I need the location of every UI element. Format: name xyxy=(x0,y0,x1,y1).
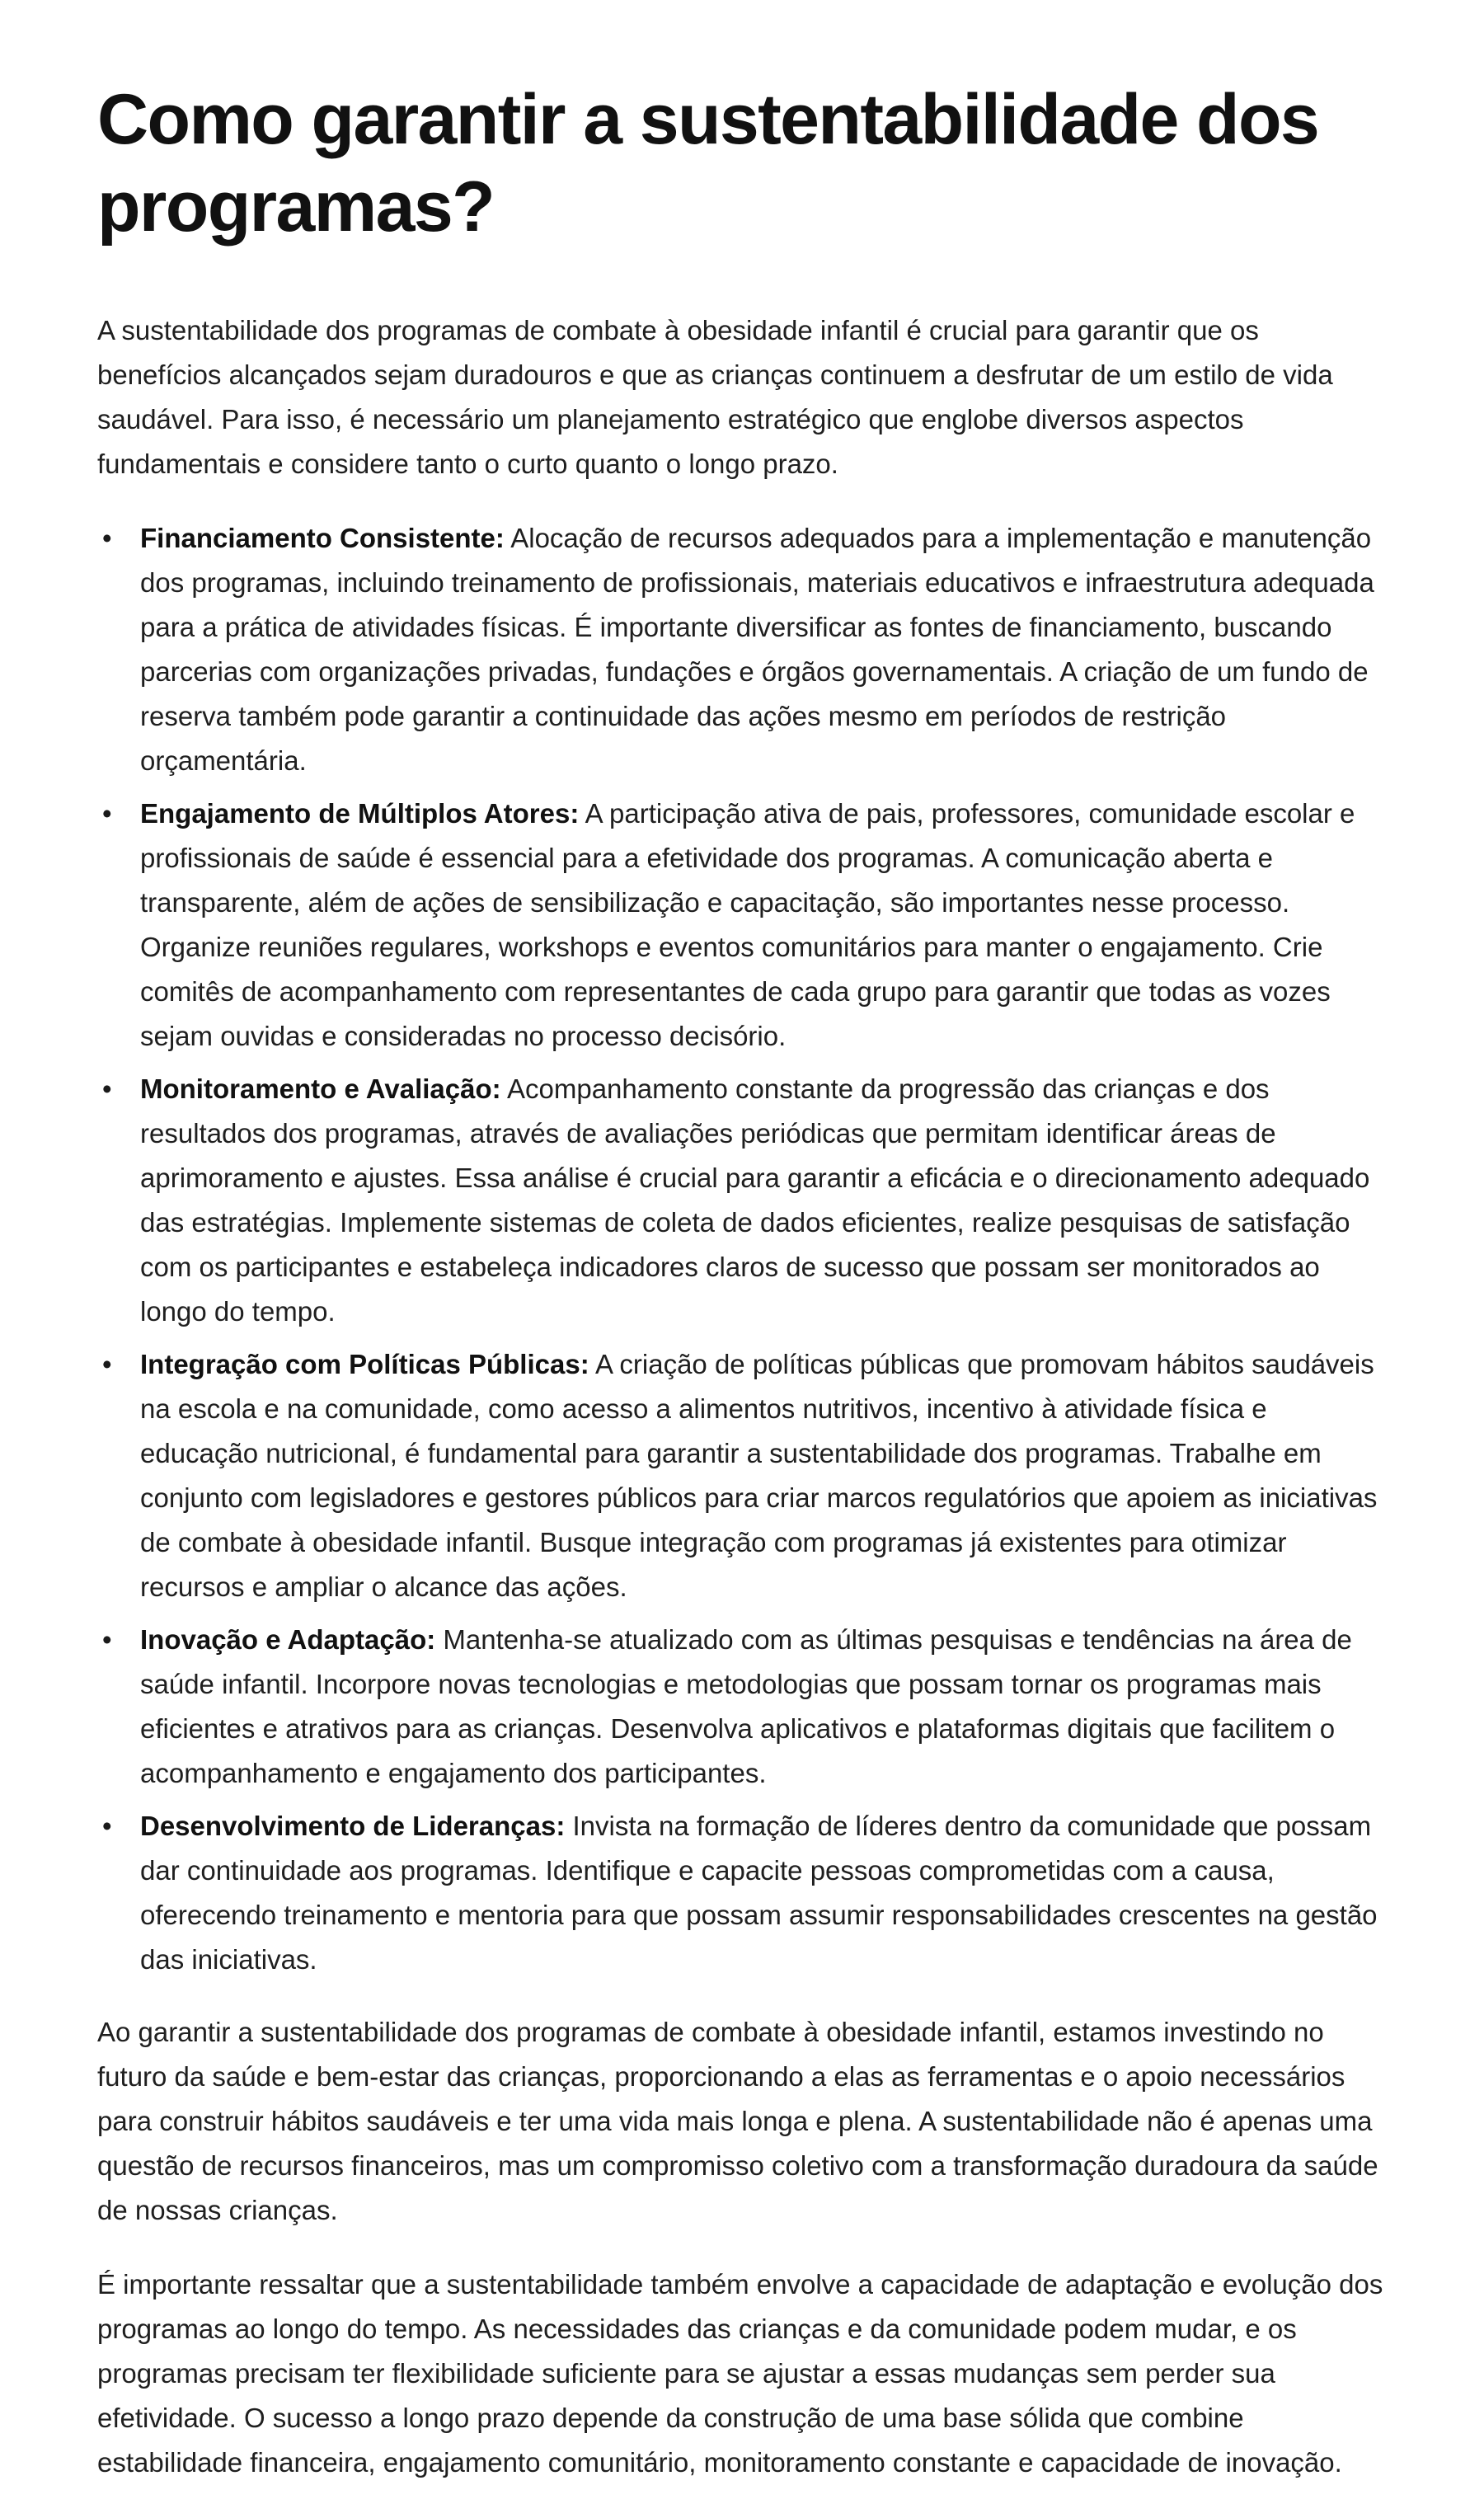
bullet-icon: • xyxy=(102,1073,112,1104)
list-item-label: Desenvolvimento de Lideranças: xyxy=(140,1811,566,1841)
list-item-text: A participação ativa de pais, professores, comunidade escolar e profissionais de saúde é essencial para a efetividade dos programas. A comunicação aberta e transparente, além de ações de sensibilização e capacitação, são importantes nesse processo. Organize reuniões regulares, workshops e eventos comunitários para manter o engajamento. Crie comitês de acompanhamento com representantes de cada grupo para garantir que todas as vozes sejam ouvidas e consideradas no processo decisório. xyxy=(140,798,1355,1051)
bullet-icon: • xyxy=(102,1811,112,1841)
strategy-list xyxy=(97,516,1387,1982)
closing-paragraph-1: Ao garantir a sustentabilidade dos programas de combate à obesidade infantil, estamos investindo no futuro da saúde e bem-estar das crianças, proporcionando a elas as ferramentas e o apoio necessários para construir hábitos saudáveis e ter uma vida mais longa e plena. A sustentabilidade não é apenas uma questão de recursos financeiros, mas um compromisso coletivo com a transformação duradoura da saúde de nossas crianças. xyxy=(97,2017,1378,2225)
list-item-monitoramento xyxy=(97,1067,1387,1334)
bullet-icon: • xyxy=(102,523,112,553)
list-item-label: Engajamento de Múltiplos Atores: xyxy=(140,798,580,829)
closing-paragraph-2: É importante ressaltar que a sustentabilidade também envolve a capacidade de adaptação e evolução dos programas ao longo do tempo. As necessidades das crianças e da comunidade podem mudar, e os programas precisam ter flexibilidade suficiente para se ajustar a essas mudanças sem perder sua efetividade. O sucesso a longo prazo depende da construção de uma base sólida que combine estabilidade financeira, engajamento comunitário, monitoramento constante e capacidade de inovação. xyxy=(97,2269,1383,2478)
list-item-text: Alocação de recursos adequados para a implementação e manutenção dos programas, incluindo treinamento de profissionais, materiais educativos e infraestrutura adequada para a prática de atividades físicas. É importante diversificar as fontes de financiamento, buscando parcerias com organizações privadas, fundações e órgãos governamentais. A criação de um fundo de reserva também pode garantir a continuidade das ações mesmo em períodos de restrição orçamentária. xyxy=(140,523,1374,776)
list-item-engajamento xyxy=(97,792,1387,1059)
list-item-liderancas xyxy=(97,1804,1387,1982)
list-item-integracao xyxy=(97,1342,1387,1609)
page-title: Como garantir a sustentabilidade dos programas? xyxy=(97,80,1319,247)
intro-paragraph: A sustentabilidade dos programas de combate à obesidade infantil é crucial para garantir que os benefícios alcançados sejam duradouros e que as crianças continuem a desfrutar de um estilo de vida saudável. Para isso, é necessário um planejamento estratégico que englobe diversos aspectos fundamentais e considere tanto o curto quanto o longo prazo. xyxy=(97,315,1333,479)
bullet-icon: • xyxy=(102,1624,112,1655)
list-item-text: A criação de políticas públicas que promovam hábitos saudáveis na escola e na comunidade, como acesso a alimentos nutritivos, incentivo à atividade física e educação nutricional, é fundamental para garantir a sustentabilidade dos programas. Trabalhe em conjunto com legisladores e gestores públicos para criar marcos regulatórios que apoiem as iniciativas de combate à obesidade infantil. Busque integração com programas já existentes para otimizar recursos e ampliar o alcance das ações. xyxy=(140,1349,1378,1602)
list-item-inovacao xyxy=(97,1618,1387,1796)
list-item-label: Financiamento Consistente: xyxy=(140,523,505,553)
list-item-text: Mantenha-se atualizado com as últimas pesquisas e tendências na área de saúde infantil. Incorpore novas tecnologias e metodologias que possam tornar os programas mais eficientes e atrativos para as crianças. Desenvolva aplicativos e plataformas digitais que facilitem o acompanhamento e engajamento dos participantes. xyxy=(140,1624,1352,1788)
list-item-label: Inovação e Adaptação: xyxy=(140,1624,436,1655)
list-item-label: Monitoramento e Avaliação: xyxy=(140,1073,501,1104)
bullet-icon: • xyxy=(102,1349,112,1379)
list-item-text: Acompanhamento constante da progressão das crianças e dos resultados dos programas, através de avaliações periódicas que permitam identificar áreas de aprimoramento e ajustes. Essa análise é crucial para garantir a eficácia e o direcionamento adequado das estratégias. Implemente sistemas de coleta de dados eficientes, realize pesquisas de satisfação com os participantes e estabeleça indicadores claros de sucesso que possam ser monitorados ao longo do tempo. xyxy=(140,1073,1370,1327)
list-item-text: Invista na formação de líderes dentro da comunidade que possam dar continuidade aos programas. Identifique e capacite pessoas comprometidas com a causa, oferecendo treinamento e mentoria para que possam assumir responsabilidades crescentes na gestão das iniciativas. xyxy=(140,1811,1378,1975)
bullet-icon: • xyxy=(102,798,112,829)
list-item-label: Integração com Políticas Públicas: xyxy=(140,1349,589,1379)
list-item-financiamento xyxy=(97,516,1387,783)
